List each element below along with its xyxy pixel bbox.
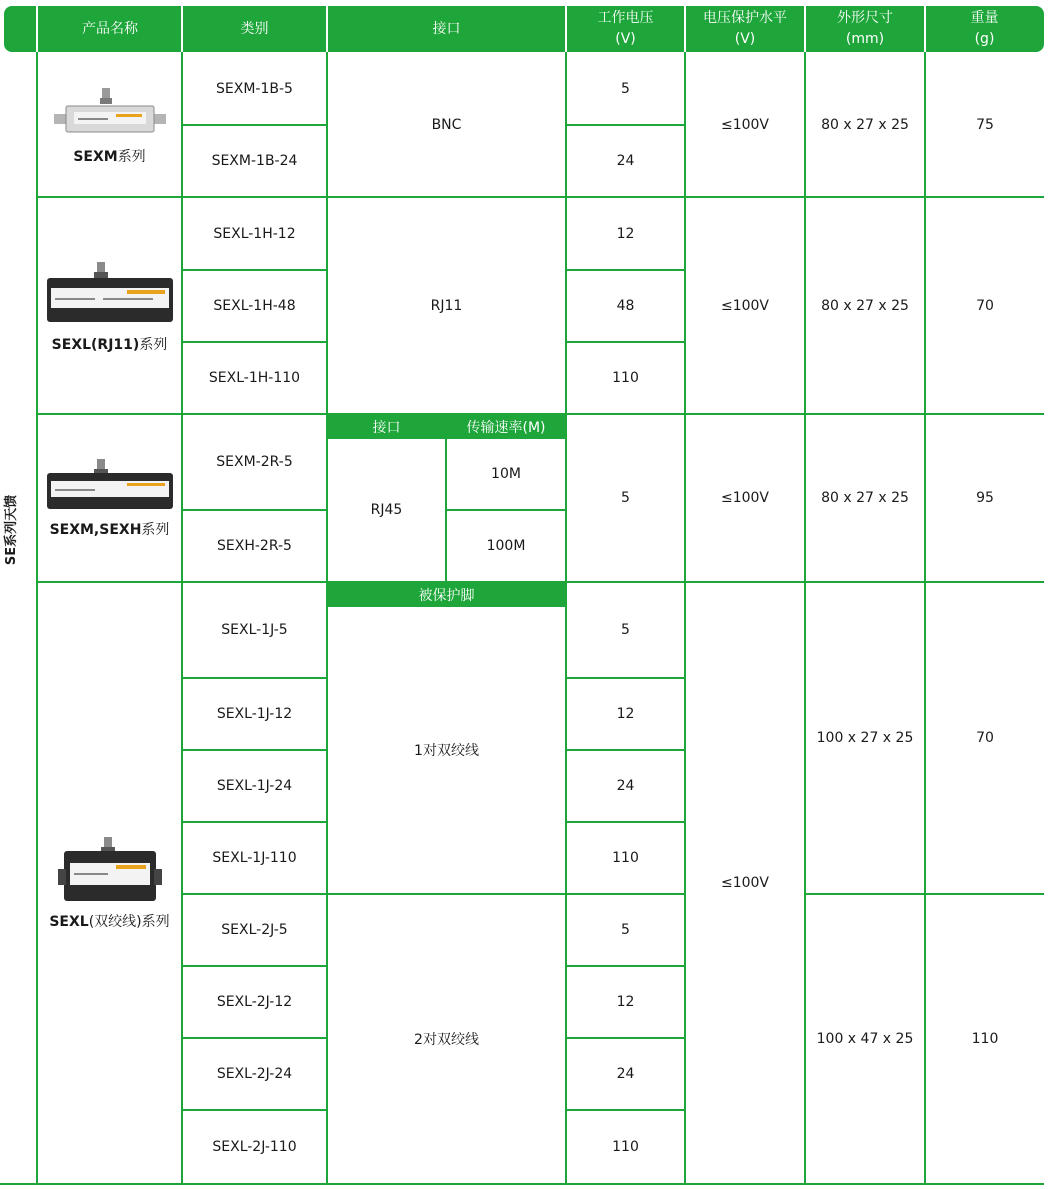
- interface-cell: RJ45: [370, 502, 403, 518]
- protection-cell: ≤100V: [720, 490, 770, 506]
- product-cell: [38, 583, 181, 1183]
- header-unit: (V): [734, 31, 756, 47]
- model-cell: SEXM-2R-5: [216, 454, 293, 470]
- header-divider: [326, 6, 328, 52]
- voltage-cell: 110: [612, 850, 639, 866]
- model-cell: SEXL-1J-5: [221, 622, 288, 638]
- weight-cell: 95: [976, 490, 994, 506]
- header-text: 工作电压: [597, 10, 654, 26]
- voltage-cell: 24: [616, 153, 635, 169]
- weight-cell: 70: [976, 297, 994, 314]
- header-working-voltage: [566, 6, 685, 52]
- weight-cell: 75: [976, 117, 994, 133]
- header-dimensions: [805, 6, 925, 52]
- table-bottom-border: [0, 1183, 1044, 1185]
- header-divider: [924, 6, 926, 52]
- dimensions-cell: 80 x 27 x 25: [821, 490, 909, 506]
- product-cell: [38, 198, 181, 413]
- model-cell: SEXL-1H-48: [213, 298, 296, 314]
- model-cell: SEXL-2J-5: [221, 922, 288, 938]
- product-cell: [38, 54, 181, 196]
- interface-cell: BNC: [431, 117, 462, 133]
- header-weight: [925, 6, 1044, 52]
- model-cell: SEXH-2R-5: [217, 538, 292, 554]
- voltage-cell: 24: [616, 778, 635, 794]
- model-cell: SEXM-1B-5: [216, 81, 293, 97]
- voltage-cell: 5: [621, 81, 630, 97]
- header-text: 类别: [240, 20, 269, 37]
- header-category: [182, 6, 327, 52]
- voltage-cell: 12: [616, 225, 635, 242]
- weight-cell: 70: [976, 730, 994, 746]
- header-divider: [565, 6, 567, 52]
- sub-header-protected-pins: 被保护脚: [328, 583, 565, 607]
- model-cell: SEXL-2J-24: [216, 1066, 293, 1082]
- rate-cell: 10M: [491, 466, 521, 482]
- model-cell: SEXL-1H-12: [213, 225, 296, 242]
- sexl-twisted-pair-product-image: [58, 835, 162, 905]
- header-text: 电压保护水平: [703, 10, 787, 26]
- voltage-cell: 5: [621, 622, 630, 638]
- pair-cell: 1对双绞线: [414, 743, 479, 759]
- product-name: SEXL(RJ11)系列: [51, 336, 168, 353]
- sexm-sexh-product-image: [43, 457, 177, 513]
- product-name: SEXM系列: [73, 149, 146, 165]
- voltage-cell: 12: [616, 706, 635, 722]
- header-unit: (g): [974, 31, 995, 47]
- rate-cell: 100M: [486, 538, 526, 554]
- header-interface: [327, 6, 566, 52]
- protection-cell: ≤100V: [720, 875, 770, 891]
- model-cell: SEXL-2J-110: [212, 1139, 297, 1155]
- header-product-name: [38, 6, 182, 52]
- model-cell: SEXL-1H-110: [208, 370, 301, 386]
- header-text: 接口: [432, 20, 461, 37]
- dimensions-cell: 100 x 47 x 25: [816, 1031, 914, 1047]
- voltage-cell: 110: [612, 1139, 639, 1155]
- product-name: SEXL(双绞线)系列: [49, 914, 170, 930]
- sub-header-rate: 传输速率(M): [447, 415, 565, 439]
- header-protection-level: [685, 6, 805, 52]
- dimensions-cell: 100 x 27 x 25: [816, 730, 914, 746]
- protection-cell: ≤100V: [720, 297, 770, 314]
- side-label: SE系列天馈: [4, 494, 19, 566]
- sexm-product-image: [50, 84, 170, 140]
- header-unit: (mm): [845, 31, 885, 47]
- product-cell: [38, 415, 181, 581]
- header-unit: (V): [615, 31, 636, 47]
- dimensions-cell: 80 x 27 x 25: [821, 297, 909, 314]
- voltage-cell: 12: [616, 994, 635, 1010]
- protection-cell: ≤100V: [720, 117, 770, 133]
- model-cell: SEXL-1J-110: [212, 850, 297, 866]
- weight-cell: 110: [971, 1031, 999, 1047]
- header-text: 产品名称: [82, 20, 138, 37]
- header-divider: [181, 6, 183, 52]
- voltage-cell: 110: [612, 370, 639, 386]
- model-cell: SEXM-1B-24: [211, 153, 298, 169]
- header-text: 重量: [970, 10, 999, 26]
- model-cell: SEXL-1J-12: [216, 706, 293, 722]
- voltage-cell: 5: [621, 922, 630, 938]
- sub-header-interface: 接口: [328, 415, 445, 439]
- model-cell: SEXL-1J-24: [216, 778, 293, 794]
- header-divider: [804, 6, 806, 52]
- voltage-cell: 5: [621, 490, 630, 506]
- model-cell: SEXL-2J-12: [216, 994, 293, 1010]
- header-text: 外形尺寸: [837, 10, 893, 26]
- header-divider: [684, 6, 686, 52]
- interface-cell: RJ11: [430, 297, 463, 314]
- voltage-cell: 48: [616, 298, 635, 314]
- voltage-cell: 24: [616, 1066, 635, 1082]
- product-name: SEXM,SEXH系列: [49, 522, 170, 538]
- header-divider: [36, 6, 38, 52]
- pair-cell: 2对双绞线: [414, 1032, 479, 1048]
- dimensions-cell: 80 x 27 x 25: [821, 117, 909, 133]
- sexl-rj11-product-image: [43, 258, 177, 328]
